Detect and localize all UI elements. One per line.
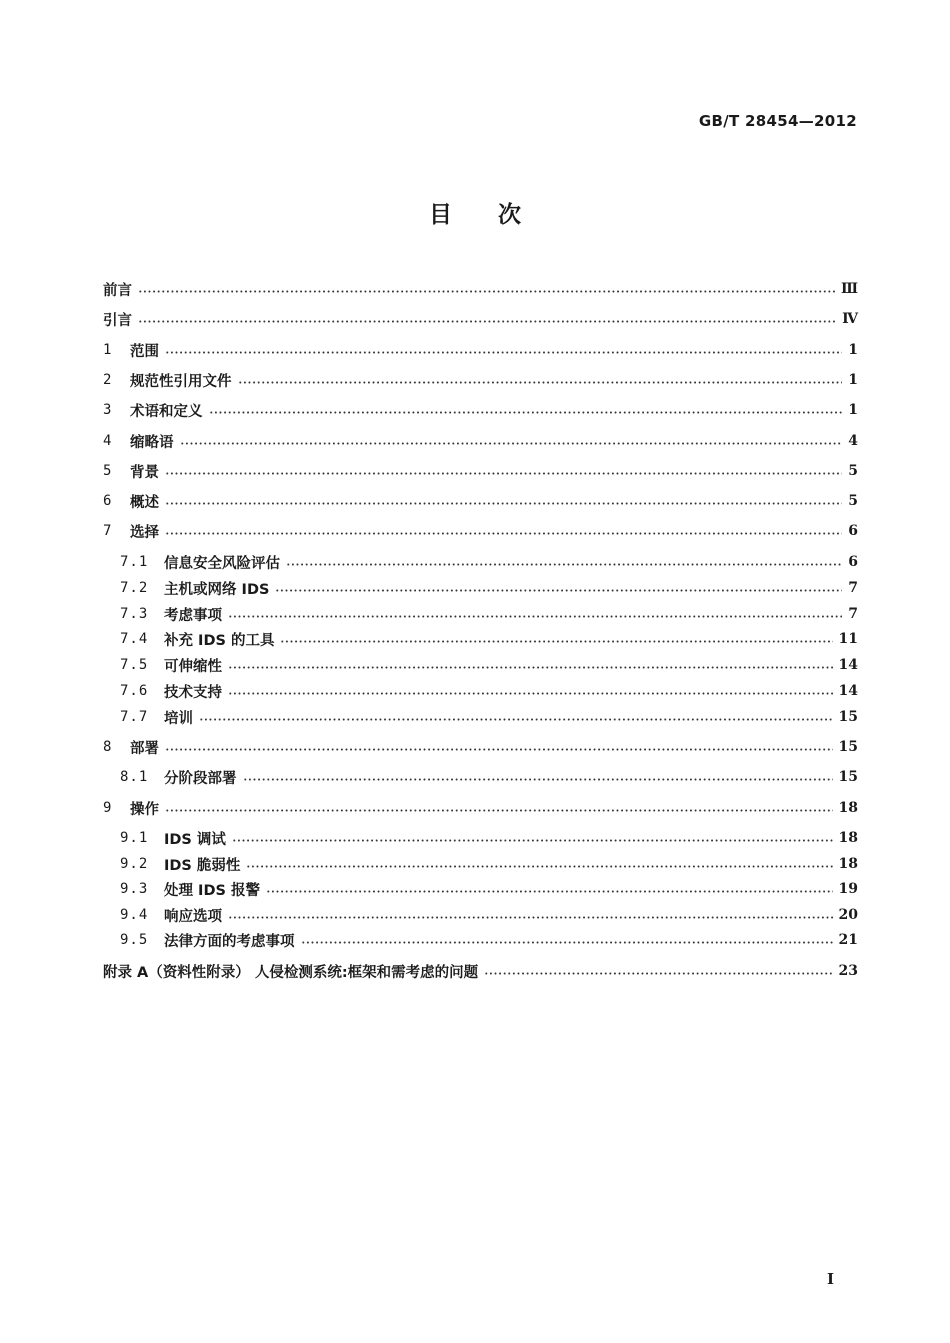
toc-entry-title: 规范性引用文件 (130, 373, 232, 390)
dot-leader (280, 640, 832, 643)
toc-entry-title: 部署 (130, 740, 159, 757)
toc-entry-number: 4 (103, 433, 112, 449)
toc-entry-number: 8.1 (120, 769, 149, 785)
toc-entry[interactable] (103, 878, 858, 900)
toc-entry-title: 可伸缩性 (164, 658, 222, 675)
dot-leader (246, 865, 832, 868)
toc-entry-page: 20 (838, 907, 858, 923)
toc-entry[interactable] (103, 797, 858, 819)
toc-entry-number: 9.5 (120, 932, 149, 948)
toc-entry-title: 选择 (130, 524, 159, 541)
dot-leader (484, 972, 832, 975)
toc-entry-number: 8 (103, 739, 112, 755)
toc-entry[interactable] (103, 551, 858, 573)
toc-entry[interactable] (103, 960, 858, 982)
toc-entry-page: 15 (838, 739, 858, 755)
toc-entry[interactable] (103, 680, 858, 702)
dot-leader (165, 532, 842, 535)
dot-leader (286, 563, 842, 566)
toc-entry-title: 法律方面的考虑事项 (164, 933, 295, 950)
dot-leader (165, 351, 842, 354)
toc-entry[interactable] (103, 827, 858, 849)
toc-entry-title: 缩略语 (130, 434, 174, 451)
toc-entry-number: 9.2 (120, 856, 149, 872)
toc-entry-title: 补充 IDS 的工具 (164, 632, 275, 649)
toc-entry-title: 主机或网络 IDS (164, 581, 270, 598)
dot-leader (165, 472, 842, 475)
toc-entry-page: Ⅳ (842, 311, 858, 327)
toc-entry[interactable] (103, 399, 858, 421)
dot-leader (199, 718, 833, 721)
toc-entry-page: 18 (838, 856, 858, 872)
toc-entry-page: 18 (838, 800, 858, 816)
toc-entry-number: 9.1 (120, 830, 149, 846)
dot-leader (209, 411, 843, 414)
toc-entry-page: 5 (848, 493, 858, 509)
toc-entry-number: 6 (103, 493, 112, 509)
toc-entry[interactable] (103, 766, 858, 788)
toc-entry[interactable] (103, 308, 858, 330)
toc-entry-title: 概述 (130, 494, 159, 511)
toc-entry-title: IDS 脆弱性 (164, 857, 241, 874)
toc-entry-title: 培训 (164, 710, 193, 727)
toc-entry-number: 7 (103, 523, 112, 539)
toc-entry[interactable] (103, 853, 858, 875)
dot-leader (165, 502, 842, 505)
dot-leader (243, 778, 833, 781)
toc-entry[interactable] (103, 706, 858, 728)
toc-entry-title: 考虑事项 (164, 607, 222, 624)
toc-entry[interactable] (103, 460, 858, 482)
toc-entry[interactable] (103, 339, 858, 361)
dot-leader (232, 839, 833, 842)
toc-entry-title: 背景 (130, 464, 159, 481)
toc-entry-number: 9.4 (120, 907, 149, 923)
toc-entry-title: 附录 A（资料性附录） 人侵检测系统:框架和需考虑的问题 (103, 964, 479, 981)
toc-entry-title: 响应选项 (164, 908, 222, 925)
dot-leader (165, 748, 833, 751)
toc-entry-page: 6 (848, 554, 858, 570)
toc-entry-title: 信息安全风险评估 (164, 555, 280, 572)
toc-entry-page: 11 (838, 631, 858, 647)
toc-entry-page: 7 (848, 606, 858, 622)
toc-entry[interactable] (103, 577, 858, 599)
toc-entry-title: 分阶段部署 (164, 770, 237, 787)
toc-entry-page: 15 (838, 709, 858, 725)
toc-entry-number: 1 (103, 342, 112, 358)
toc-entry[interactable] (103, 654, 858, 676)
toc-entry-page: 1 (848, 372, 858, 388)
dot-leader (266, 890, 833, 893)
toc-entry-page: 5 (848, 463, 858, 479)
toc-entry-page: 21 (838, 932, 858, 948)
toc-entry-page: Ⅲ (840, 281, 858, 297)
toc-entry-title: IDS 调试 (164, 831, 226, 848)
toc-entry[interactable] (103, 430, 858, 452)
dot-leader (228, 692, 833, 695)
toc-entry[interactable] (103, 628, 858, 650)
toc-entry-title: 处理 IDS 报警 (164, 882, 260, 899)
standard-number: GB/T 28454—2012 (698, 112, 857, 130)
dot-leader (228, 916, 833, 919)
toc-entry-number: 5 (103, 463, 112, 479)
toc-entry-title: 技术支持 (164, 684, 222, 701)
toc-entry-number: 7.1 (120, 554, 149, 570)
page-number: I (826, 1270, 834, 1288)
toc-entry[interactable] (103, 929, 858, 951)
dot-leader (180, 442, 843, 445)
toc-entry-page: 14 (838, 683, 858, 699)
toc-entry-title: 术语和定义 (130, 403, 203, 420)
dot-leader (228, 615, 842, 618)
toc-entry-number: 7.5 (120, 657, 149, 673)
page-title: 目次 (429, 202, 567, 228)
toc-entry-number: 7.7 (120, 709, 149, 725)
toc-entry[interactable] (103, 278, 858, 300)
dot-leader (275, 589, 842, 592)
toc-entry-number: 9.3 (120, 881, 149, 897)
toc-entry[interactable] (103, 520, 858, 542)
toc-entry-number: 3 (103, 402, 112, 418)
toc-entry-number: 7.4 (120, 631, 149, 647)
toc-entry-title: 前言 (103, 282, 132, 299)
toc-entry-number: 7.2 (120, 580, 149, 596)
toc-entry-number: 7.3 (120, 606, 149, 622)
toc-entry-page: 1 (848, 342, 858, 358)
toc-entry-title: 引言 (103, 312, 132, 329)
toc-entry-number: 9 (103, 800, 112, 816)
dot-leader (165, 809, 833, 812)
toc-entry-page: 6 (848, 523, 858, 539)
toc-entry[interactable] (103, 490, 858, 512)
dot-leader (138, 290, 835, 293)
toc-entry[interactable] (103, 904, 858, 926)
toc-entry[interactable] (103, 736, 858, 758)
dot-leader (301, 941, 833, 944)
toc-entry-page: 18 (838, 830, 858, 846)
dot-leader (238, 381, 843, 384)
toc-entry-number: 7.6 (120, 683, 149, 699)
toc-entry-page: 7 (848, 580, 858, 596)
toc-entry-title: 范围 (130, 343, 159, 360)
toc-entry-page: 23 (838, 963, 858, 979)
toc-entry-page: 1 (848, 402, 858, 418)
toc-entry-page: 14 (838, 657, 858, 673)
toc-entry[interactable] (103, 603, 858, 625)
toc-entry-page: 19 (838, 881, 858, 897)
toc-entry-page: 15 (838, 769, 858, 785)
toc-entry-page: 4 (848, 433, 858, 449)
dot-leader (138, 320, 836, 323)
dot-leader (228, 666, 833, 669)
toc-entry[interactable] (103, 369, 858, 391)
toc-entry-number: 2 (103, 372, 112, 388)
toc-entry-title: 操作 (130, 801, 159, 818)
